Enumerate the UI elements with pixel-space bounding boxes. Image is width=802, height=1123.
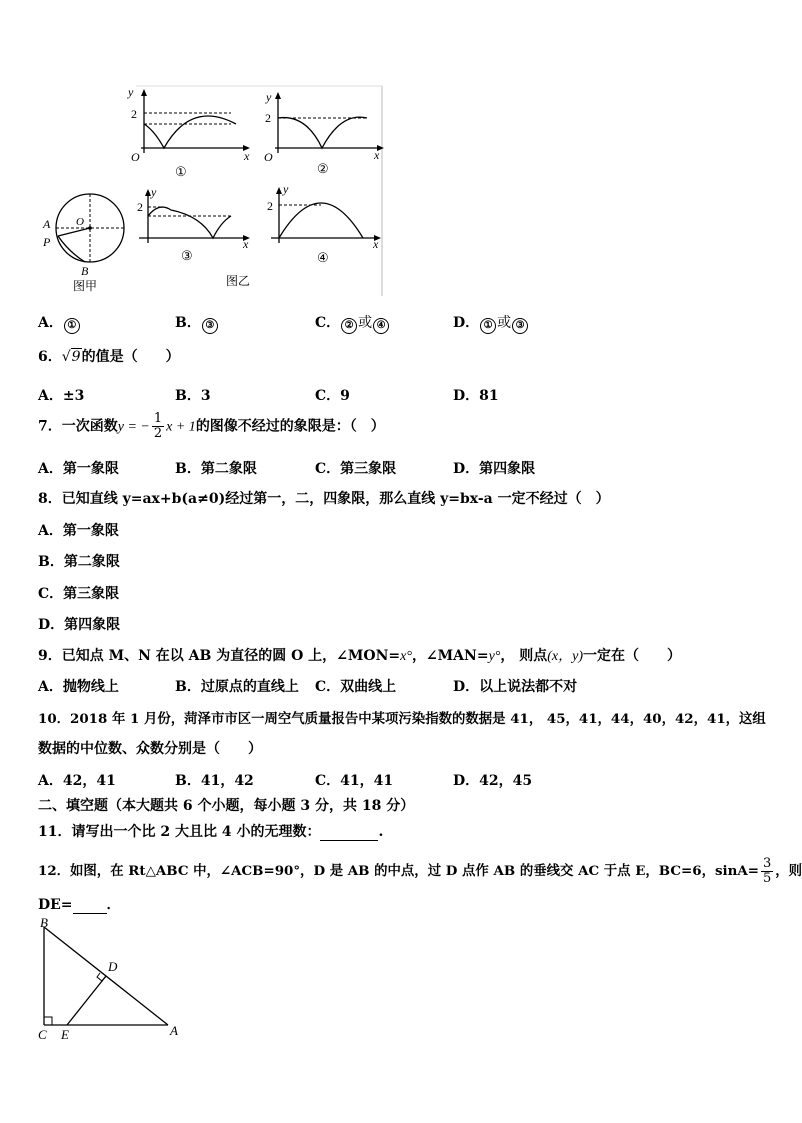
axis-y-label: y [283,182,289,196]
circled-number: ① [480,318,496,334]
q6-option-c[interactable]: C．9 [315,388,350,404]
answer-blank[interactable] [320,824,378,841]
panel-4-label: ④ [317,250,329,265]
q7-option-d[interactable]: D．第四象限 [453,461,536,477]
right-triangle-diagram [34,915,184,1045]
point-D-label: D [108,959,118,974]
q5-option-c[interactable]: C． ② 或 ④ [315,312,390,334]
axis-x-label: x [244,149,250,163]
sqrt-expression: √9 [61,349,81,365]
point-P-label: P [43,235,51,249]
q10-option-d[interactable]: D．42，45 [453,773,533,789]
q8-option-d[interactable]: D．第四象限 [38,617,121,633]
graph-panel-1 [141,89,250,153]
q7-option-c[interactable]: C．第三象限 [315,461,397,477]
q6-option-b[interactable]: B．3 [175,388,211,404]
vertex-C-label: C [38,1027,47,1042]
q5-option-d[interactable]: D． ① 或 ③ [453,312,529,334]
caption-yi: 图乙 [226,274,251,288]
circled-number: ② [341,318,357,334]
vertex-B-label: B [40,915,48,930]
q9-stem: 9．已知点 M、N 在以 AB 为直径的圆 O 上，∠MON=x°，∠MAN=y°， 则点(x，y)一定在（ ） [38,648,682,664]
point-E-label: E [61,1027,69,1042]
q10-option-c[interactable]: C．41，41 [315,773,394,789]
axis-y-label: y [128,85,134,99]
q10-option-a[interactable]: A．42，41 [38,773,116,789]
q5-option-a[interactable]: A． ① [38,312,81,334]
q8-option-a[interactable]: A．第一象限 [38,523,119,539]
circle-diagram [56,194,124,262]
q10-stem-line2: 数据的中位数、众数分别是（ ） [38,741,262,757]
axis-x-label: x [243,237,249,251]
panel-3-label: ③ [181,248,193,263]
q8-stem: 8．已知直线 y=ax+b(a≠0)经过第一，二，四象限，那么直线 y=bx-a 一定不经过（ ） [38,491,610,507]
q12-stem: 12．如图，在 Rt△ABC 中，∠ACB=90°，D 是 AB 的中点，过 D 点作 AB 的垂线交 AC 于点 E，BC=6，sinA= $\frac{3}{5}$ ，则 [38,856,802,886]
q7-option-b[interactable]: B．第二象限 [175,461,257,477]
q10-stem-line1: 10．2018 年 1 月份，菏泽市市区一周空气质量报告中某项污染指数的数据是 41， 45，41，44，40，42，41，这组 [38,711,766,727]
panel-2-label: ② [317,161,329,176]
q9-option-a[interactable]: A．抛物线上 [38,679,119,695]
q7-option-a[interactable]: A．第一象限 [38,461,119,477]
axis-y-label: y [266,90,272,104]
circled-number: ③ [512,318,528,334]
point-B-label: B [81,264,89,278]
q6-stem: 6．√9的值是（ ） [38,349,180,365]
q9-option-b[interactable]: B．过原点的直线上 [175,679,299,695]
q9-option-d[interactable]: D．以上说法都不对 [453,679,578,695]
q6-option-d[interactable]: D．81 [453,388,499,404]
origin-label: O [264,150,273,164]
figure-frame [41,86,383,296]
answer-blank[interactable] [73,897,107,914]
q8-option-c[interactable]: C．第三象限 [38,586,120,602]
tick-2-label: 2 [131,107,137,121]
q5-option-b[interactable]: B． ③ [175,312,219,334]
q8-option-b[interactable]: B．第二象限 [38,554,120,570]
panel-1-label: ① [175,164,187,179]
q12-stem-line2: DE= ． [38,897,121,913]
caption-jia: 图甲 [73,279,98,293]
axis-y-label: y [151,185,157,199]
fraction: $\frac{3}{5}$ [762,856,772,886]
point-A-label: A [43,217,51,231]
tick-2-label: 2 [137,200,143,214]
q6-option-a[interactable]: A．±3 [38,388,85,404]
q11-stem: 11．请写出一个比 2 大且比 4 小的无理数： . [38,824,384,840]
function-graphs-figure [41,86,383,296]
circled-number: ③ [202,318,218,334]
graph-panel-2 [275,92,384,153]
q10-option-b[interactable]: B．41，42 [175,773,254,789]
fraction: $\frac{1}{2}$ [153,411,163,441]
circled-number: ① [64,318,80,334]
triangle-figure [34,915,184,1045]
q7-stem: 7．一次函数y = − $\frac{1}{2}$ x + 1的图像不经过的象限是：（ ） [38,411,385,441]
q9-option-c[interactable]: C．双曲线上 [315,679,397,695]
tick-2-label: 2 [265,111,271,125]
axis-x-label: x [373,237,379,251]
section-2-heading: 二、填空题（本大题共 6 个小题，每小题 3 分，共 18 分） [38,798,415,814]
vertex-A-label: A [170,1023,178,1038]
axis-x-label: x [374,148,380,162]
circled-number: ④ [373,318,389,334]
origin-label: O [131,150,140,164]
tick-2-label: 2 [267,199,273,213]
point-O-label: O [76,216,84,228]
